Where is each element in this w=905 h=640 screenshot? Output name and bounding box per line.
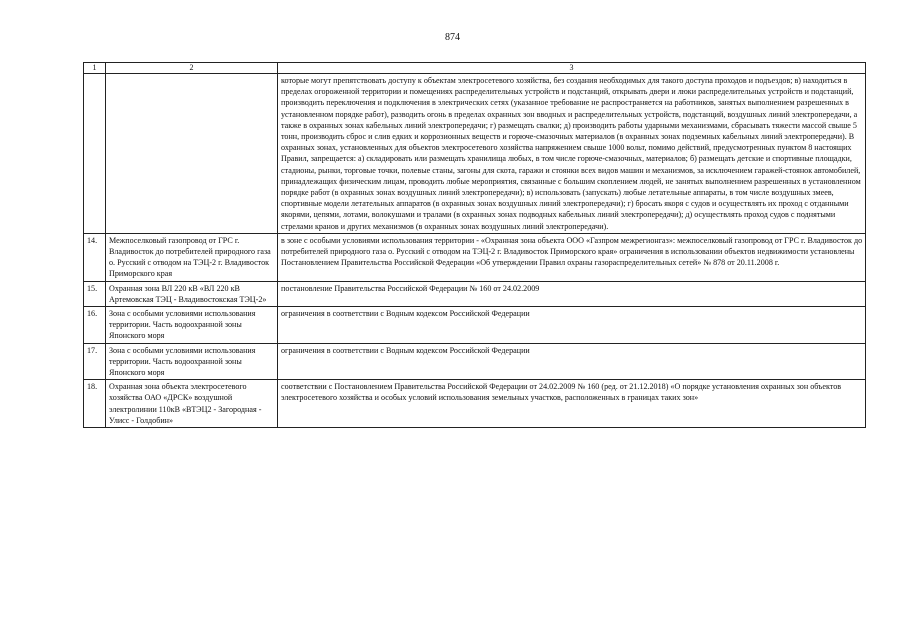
row-number: 15. <box>84 281 106 306</box>
table-row <box>84 74 866 234</box>
restriction-text: постановление Правительства Российской Федерации № 160 от 24.02.2009 <box>278 281 866 306</box>
restriction-text: ограничения в соответствии с Водным кодексом Российской Федерации <box>278 343 866 380</box>
zone-name: Межпоселковый газопровод от ГРС г. Владивосток до потребителей природного газа о. Русский с отводом на ТЭЦ-2 г. Владивосток Приморского края <box>106 233 278 281</box>
table-row <box>84 233 866 281</box>
table-row <box>84 307 866 344</box>
restriction-text: ограничения в соответствии с Водным кодексом Российской Федерации <box>278 307 866 344</box>
zone-name: Охранная зона ВЛ 220 кВ «ВЛ 220 кВ Артемовская ТЭЦ - Владивостокская ТЭЦ-2» <box>106 281 278 306</box>
restriction-text: которые могут препятствовать доступу к объектам электросетевого хозяйства, без создания необходимых для такого доступа проходов и подъездов; в) находиться в пределах огороженной территории и помещениях распределительных устройств и подстанций, открывать двери и люки распределительных устройств и подстанций, производить переключения и подключения в электрических сетях (указанное требование не распространяется на работников, занятых выполнением разрешенных в установленном порядке работ), разводить огонь в пределах охранных зон вводных и распределительных устройств, подстанций, воздушных линий электропередачи, а также в охранных зонах кабельных линий электропередачи; г) размещать свалки; д) производить работы ударными механизмами, сбрасывать тяжести массой свыше 5 тонн, производить сброс и слив едких и коррозионных веществ и горюче-смазочных материалов (в охранных зонах подземных кабельных линий электропередачи). В охранных зонах, установленных для объектов электросетевого хозяйства напряжением свыше 1000 вольт, помимо действий, предусмотренных пунктом 8 настоящих Правил, запрещается: а) складировать или размещать хранилища любых, в том числе горюче-смазочных, материалов; б) размещать детские и спортивные площадки, стадионы, рынки, торговые точки, полевые станы, загоны для скота, гаражи и стоянки всех видов машин и механизмов, за исключением гаражей-стоянок автомобилей, принадлежащих физическим лицам, проводить любые мероприятия, связанные с большим скоплением людей, не занятых выполнением разрешенных в установленном порядке работ (в охранных зонах воздушных линий электропередачи); в) использовать (запускать) любые летательные аппараты, в том числе воздушных змеев, спортивные модели летательных аппаратов (в охранных зонах воздушных линий электропередачи); г) бросать якоря с судов и осуществлять их проход с отданными якорями, цепями, лотами, волокушами и тралами (в охранных зонах подводных кабельных линий электропередачи); д) осуществлять проход судов с поднятыми стрелами кранов и других механизмов (в охранных зонах воздушных линий электропередачи). <box>278 74 866 234</box>
row-number: 14. <box>84 233 106 281</box>
row-number <box>84 74 106 234</box>
header-col-1: 1 <box>84 63 106 74</box>
zone-name <box>106 74 278 234</box>
restrictions-table <box>83 62 866 428</box>
zone-name: Зона с особыми условиями использования территории. Часть водоохранной зоны Японского моря <box>106 307 278 344</box>
restriction-text: соответствии с Постановлением Правительства Российской Федерации от 24.02.2009 № 160 (ред. от 21.12.2018) «О порядке установления охранных зон объектов электросетевого хозяйства и особых условий использования земельных участков, расположенных в границах таких зон» <box>278 380 866 428</box>
header-col-3: 3 <box>278 63 866 74</box>
table-row <box>84 281 866 306</box>
zone-name: Зона с особыми условиями использования территории. Часть водоохранной зоны Японского моря <box>106 343 278 380</box>
table-row <box>84 343 866 380</box>
row-number: 17. <box>84 343 106 380</box>
header-col-2: 2 <box>106 63 278 74</box>
table-header-row <box>84 63 866 74</box>
page-number: 874 <box>445 32 460 43</box>
restriction-text: в зоне с особыми условиями использования территории - «Охранная зона объекта ООО «Газпром межрегионгаз»: межпоселковый газопровод от ГРС г. Владивосток до потребителей природного газа о. Русский с отводом на ТЭЦ-2 г. Владивосток Приморского края» ограничения в использовании объектов недвижимости установлены Постановлением Правительства Российской Федерации «Об утверждении Правил охраны газораспределительных сетей» № 878 от 20.11.2008 г. <box>278 233 866 281</box>
table-row <box>84 380 866 428</box>
row-number: 16. <box>84 307 106 344</box>
row-number: 18. <box>84 380 106 428</box>
zone-name: Охранная зона объекта электросетевого хозяйства ОАО «ДРСК» воздушной электролинии 110кВ «ВТЭЦ2 - Загородная - Улисс - Голдобин» <box>106 380 278 428</box>
